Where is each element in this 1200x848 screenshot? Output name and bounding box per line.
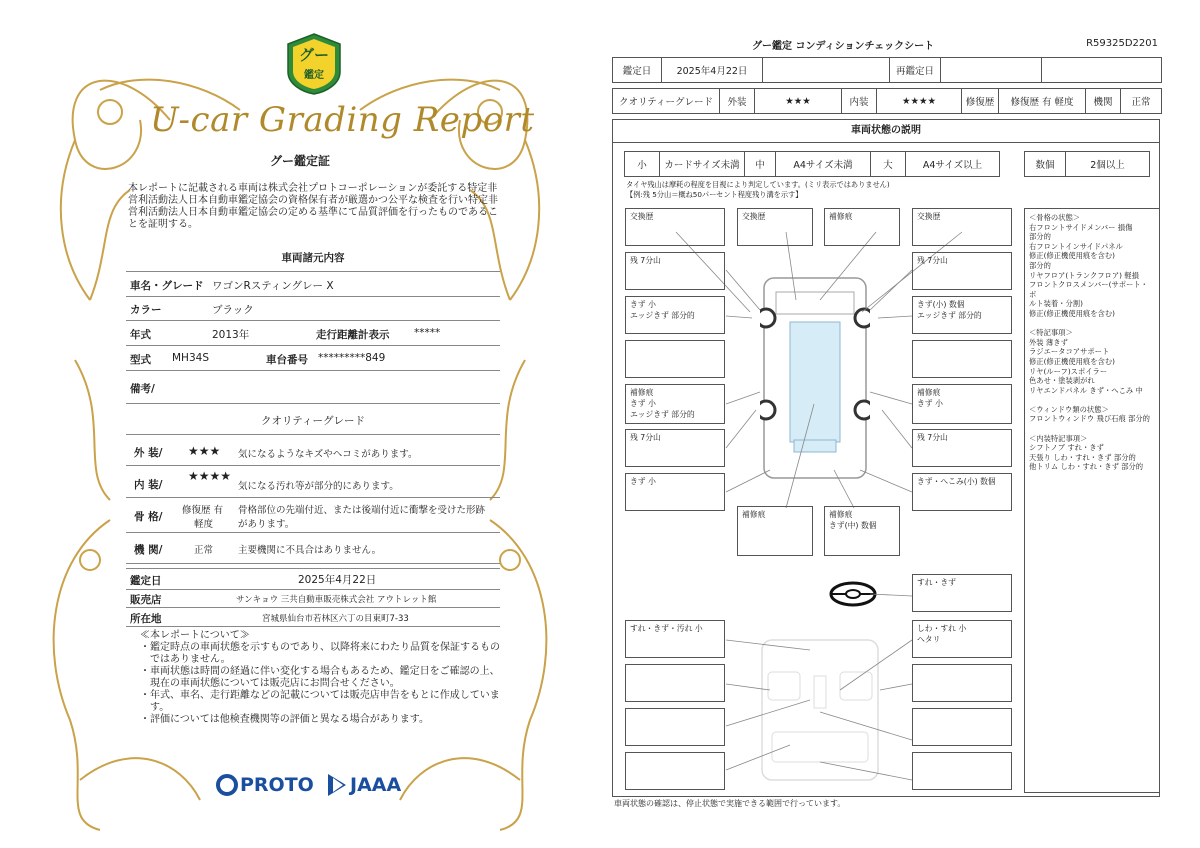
report-notes	[140, 630, 500, 726]
annotation-text: すれ・きず	[917, 578, 956, 587]
exterior-desc: 気になるようなキズやヘコミがあります。	[238, 449, 418, 460]
odometer-label: 走行距離計表示	[316, 329, 390, 341]
engine-desc: 主要機関に不具合はありません。	[238, 545, 382, 556]
row-engine	[126, 533, 500, 564]
row-date	[126, 568, 500, 590]
exterior-stars: ★★★	[188, 444, 221, 458]
annotation-box	[824, 506, 900, 556]
tire-note-1: タイヤ残山は摩耗の程度を目視により判定しています。(ミリ表示ではありません)	[626, 180, 890, 189]
notes-heading: ≪本レポートについて≫	[140, 630, 250, 641]
annotation-text: しわ・すれ 小	[917, 624, 967, 633]
note-line: 色あせ・塗装剥がれ	[1029, 376, 1095, 386]
annotation-box	[625, 752, 725, 790]
annotation-text: 補修痕	[917, 388, 941, 397]
note-line: フロントクロスメンバー(サポート・ボ	[1029, 280, 1148, 299]
engine-value: 正常	[1131, 97, 1151, 108]
date-label: 鑑定日	[130, 575, 162, 587]
annotation-box	[912, 340, 1012, 378]
note-line: 右フロントインサイドパネル	[1029, 241, 1123, 251]
note-line: 修正(修正機使用痕を含む)	[1029, 308, 1115, 318]
int-stars: ★★★★	[877, 89, 962, 113]
goo-appraisal-badge-icon	[284, 32, 344, 96]
count-label: 数個	[1025, 152, 1066, 176]
tire-note-2: 【例:残 5分山＝概ね50パーセント程度残り溝を示す】	[626, 190, 803, 199]
note-line: 他トリム しわ・すれ・きず 部分的	[1029, 462, 1144, 472]
annotation-box	[912, 252, 1012, 290]
annotation-box	[625, 429, 725, 467]
row-shop	[126, 589, 500, 608]
annotation-text: きず(中) 数個	[829, 521, 877, 530]
date-value: 2025年4月22日	[662, 58, 763, 82]
frame-label: 骨 格/	[134, 511, 163, 523]
ext-stars: ★★★	[755, 89, 842, 113]
address-value: 宮城県仙台市若林区六丁の目東町7-33	[262, 614, 409, 624]
int-label: 内装	[842, 89, 877, 113]
interior-stars: ★★★★	[188, 469, 232, 483]
annotation-box	[912, 620, 1012, 658]
annotation-text: きず(小) 数個	[917, 300, 965, 309]
annotation-text: 補修痕	[829, 212, 853, 221]
annotation-box	[912, 752, 1012, 790]
proto-logo-icon	[216, 774, 238, 796]
note-line: 修正(修正機使用痕を含む)	[1029, 251, 1115, 261]
row-frame	[126, 498, 500, 533]
engine-value: 正常	[194, 545, 214, 556]
chassis-label: 車台番号	[266, 354, 308, 366]
annotation-text: きず 小	[630, 399, 656, 408]
jaaa-logo-text: JAAA	[350, 774, 402, 796]
spec-heading: 車両諸元内容	[281, 252, 345, 264]
annotation-box	[912, 296, 1012, 334]
row-color	[126, 296, 500, 321]
shop-label: 販売店	[130, 594, 162, 606]
row-name-grade	[126, 271, 500, 297]
condition-notes	[1024, 208, 1160, 793]
note-spacer	[1029, 395, 1155, 405]
frame-value-1: 修復歴 有	[182, 505, 224, 516]
note-line: リヤ(ルーフ)スポイラー	[1029, 366, 1108, 376]
engine-label: 機関	[1086, 89, 1121, 113]
annotation-text: きず・へこみ(小) 数個	[917, 477, 996, 486]
annotation-text: すれ・きず・汚れ 小	[630, 624, 703, 633]
model-value: MH34S	[172, 352, 209, 364]
size-large-desc: A4サイズ以上	[922, 160, 983, 171]
proto-logo-text: PROTO	[240, 774, 314, 796]
note-line: リヤフロア(トランクフロア) 軽損	[1029, 270, 1139, 280]
annotation-text: 補修痕	[742, 510, 766, 519]
size-mid-desc: A4サイズ未満	[776, 152, 871, 176]
annotation-box	[625, 473, 725, 511]
note-spacer	[1029, 424, 1155, 434]
date-label: 鑑定日	[613, 58, 662, 82]
condition-check-sheet	[600, 0, 1200, 848]
note-line: 天張り しわ・すれ・きず 部分的	[1029, 452, 1136, 462]
model-label: 型式	[130, 354, 151, 366]
annotation-text: 交換歴	[917, 212, 941, 221]
annotation-box	[912, 708, 1012, 746]
note-line: ルト装着・分割)	[1029, 299, 1083, 309]
badge-subtext: 鑑定	[304, 70, 324, 81]
annotation-box	[625, 664, 725, 702]
annotation-box	[912, 574, 1012, 612]
year-label: 年式	[130, 329, 151, 341]
annotation-box	[824, 208, 900, 246]
badge-text: グー	[298, 46, 329, 64]
frame-desc-2: があります。	[238, 519, 295, 530]
jaaa-logo-icon	[326, 772, 348, 798]
size-large: 大	[871, 152, 906, 176]
row-exterior	[126, 434, 500, 466]
annotation-text: 残 7分山	[917, 433, 948, 442]
annotation-text: エッジきず 部分的	[630, 311, 695, 320]
color-label: カラー	[130, 304, 162, 316]
annotation-box	[625, 296, 725, 334]
name-label: 車名・グレード	[130, 280, 204, 292]
annotation-text: ヘタリ	[917, 635, 941, 644]
size-small-desc: カードサイズ未満	[660, 152, 745, 176]
row-address	[126, 608, 500, 627]
qg-label: クオリティーグレード	[613, 89, 720, 113]
annotation-text: きず 小	[630, 477, 656, 486]
note-line: 修正(修正機使用痕を含む)	[1029, 356, 1115, 366]
footer-note: 車両状態の確認は、停止状態で実施できる範囲で行っています。	[614, 799, 846, 808]
quality-heading: クオリティーグレード	[261, 415, 365, 427]
annotation-text: 補修痕	[630, 388, 654, 397]
certificate-intro: 本レポートに記載される車両は株式会社プロトコーポレーションが委託する特定非営利活動法人日本自動車鑑定協会の資格保有者が厳選かつ公平な検査を行い特定非営利活動法人日本自動車鑑定協会の定める基準にて品質評価を行ったものであることを証明する。	[128, 183, 498, 230]
note-line: ＜ウィンドウ類の状態＞	[1029, 404, 1109, 414]
annotation-text: エッジきず 部分的	[917, 311, 982, 320]
interior-label: 内 装/	[134, 479, 163, 491]
section-title: 車両状態の説明	[612, 119, 1160, 143]
repair-value: 修復歴 有 軽度	[999, 89, 1086, 113]
row-interior	[126, 465, 500, 498]
annotation-box	[737, 506, 813, 556]
note-line: 部分的	[1029, 232, 1051, 242]
redate-label: 再鑑定日	[890, 58, 941, 82]
annotation-box	[625, 252, 725, 290]
note-line: ＜特記事項＞	[1029, 328, 1073, 338]
note-item: ・評価については他検査機関等の評価と異なる場合があります。	[140, 714, 429, 725]
note-line: ＜内装特記事項＞	[1029, 433, 1088, 443]
annotation-text: 残 7分山	[630, 256, 661, 265]
name-value: ワゴンRスティングレー X	[212, 280, 334, 292]
row-remarks	[126, 371, 500, 404]
annotation-text: 交換歴	[630, 212, 654, 221]
row-model	[126, 346, 500, 371]
engine-label: 機 関/	[134, 544, 163, 556]
count-desc: 2個以上	[1090, 160, 1125, 171]
annotation-box	[625, 384, 725, 424]
annotation-text: 補修痕	[829, 510, 853, 519]
annotation-box	[625, 620, 725, 658]
annotation-box	[737, 208, 813, 246]
chassis-value: *********849	[318, 352, 386, 364]
note-line: シフトノブ すれ・きず	[1029, 443, 1104, 453]
interior-desc: 気になる汚れ等が部分的にあります。	[238, 481, 399, 492]
annotation-text: 残 7分山	[917, 256, 948, 265]
certificate-title: グー鑑定証	[270, 154, 331, 168]
note-line: ラジエータコアサポート	[1029, 347, 1110, 357]
size-mid: 中	[745, 152, 776, 176]
note-line: 右フロントサイドメンバー 損傷	[1029, 222, 1133, 232]
annotation-box	[912, 429, 1012, 467]
note-line: リヤエンドパネル きず・へこみ 中	[1029, 385, 1143, 395]
note-item: ・鑑定時点の車両状態を示すものであり、以降将来にわたり品質を保証するものではありません。	[140, 642, 500, 665]
remarks-label: 備考/	[130, 383, 155, 395]
annotation-text: エッジきず 部分的	[630, 410, 695, 419]
annotation-text: 交換歴	[742, 212, 766, 221]
annotation-text: きず 小	[917, 399, 943, 408]
ext-label: 外装	[720, 89, 755, 113]
address-label: 所在地	[130, 613, 162, 625]
annotation-box	[625, 708, 725, 746]
repair-label: 修復歴	[962, 89, 999, 113]
annotation-box	[625, 340, 725, 378]
note-line: フロントウィンドウ 飛び石痕 部分的	[1029, 414, 1150, 424]
logos	[216, 770, 416, 800]
row-year	[126, 321, 500, 346]
sheet-title: グー鑑定 コンディションチェックシート	[752, 41, 935, 52]
color-value: ブラック	[212, 304, 254, 316]
note-item: ・年式、車名、走行距離などの記載については販売店申告をもとに作成しています。	[140, 690, 500, 713]
annotation-text: きず 小	[630, 300, 656, 309]
year-value: 2013年	[212, 329, 250, 341]
note-line: ＜骨格の状態＞	[1029, 213, 1081, 222]
frame-desc-1: 骨格部位の先端付近、または後端付近に衝撃を受けた形跡	[238, 505, 486, 516]
annotation-box	[912, 208, 1012, 246]
shop-value: サンキョウ 三共自動車販売株式会社 アウトレット館	[236, 595, 437, 605]
annotation-box	[912, 384, 1012, 424]
exterior-label: 外 装/	[134, 447, 163, 459]
annotation-box	[625, 208, 725, 246]
note-item: ・車両状態は時間の経過に伴い変化する場合もあるため、鑑定日をご確認の上、現在の車両状態については販売店にお問合せください。	[140, 666, 500, 689]
note-spacer	[1029, 319, 1155, 329]
frame-value-2: 軽度	[194, 519, 214, 530]
sheet-code: R59325D2201	[1086, 38, 1158, 49]
date-value: 2025年4月22日	[298, 574, 377, 586]
size-small: 小	[625, 152, 660, 176]
script-title: U-car Grading Report	[150, 100, 535, 140]
annotation-box	[912, 664, 1012, 702]
annotation-box	[912, 473, 1012, 511]
annotation-text: 残 7分山	[630, 433, 661, 442]
note-line: 部分的	[1029, 260, 1051, 270]
odometer-value: *****	[414, 327, 441, 339]
note-line: 外装 薄きず	[1029, 337, 1068, 347]
